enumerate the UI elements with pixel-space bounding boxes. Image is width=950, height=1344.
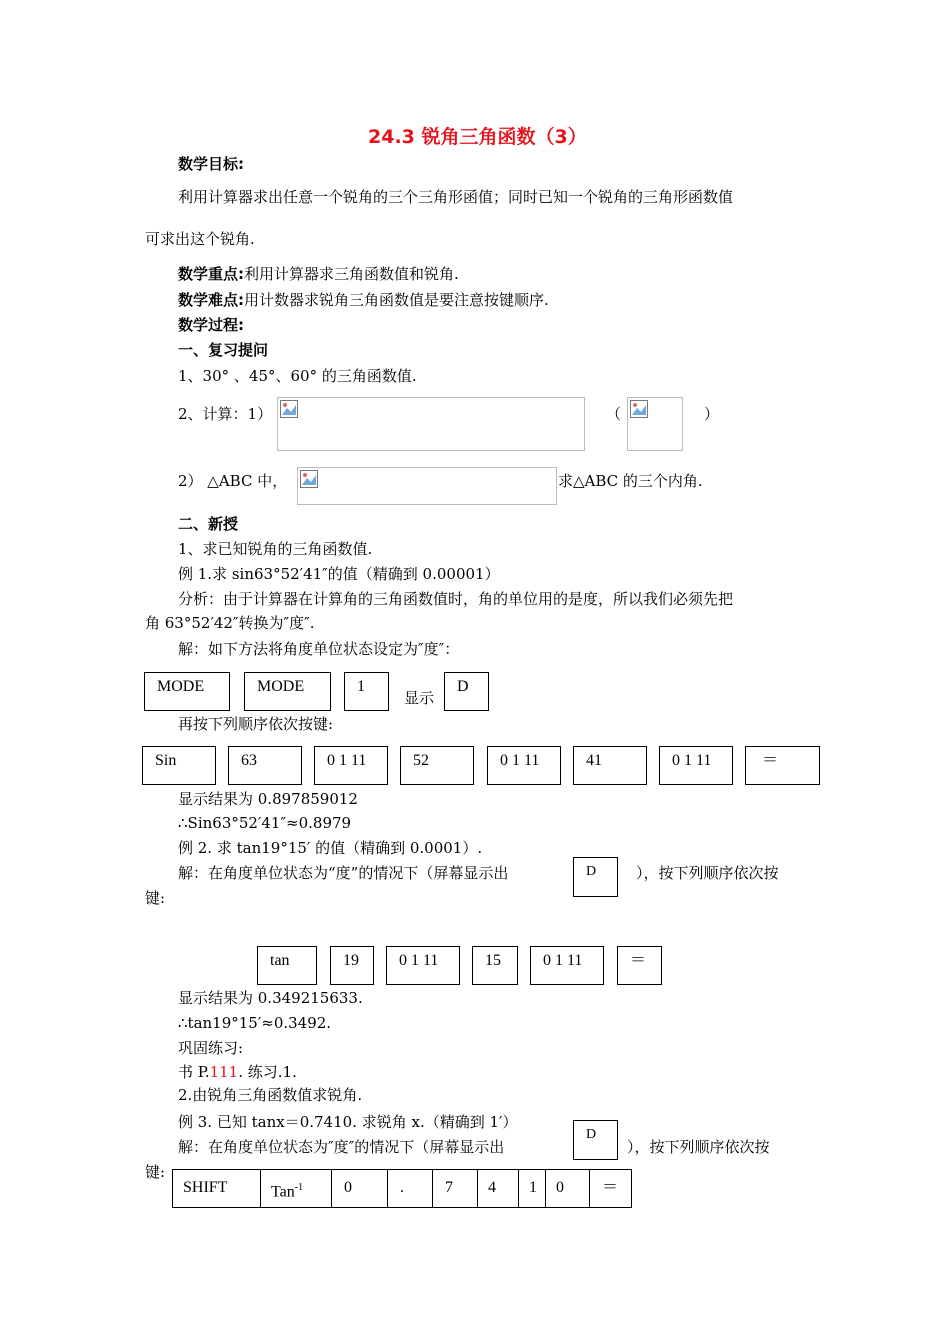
difficulty-text: 用计数器求锐角三角函数值是要注意按键顺序. bbox=[244, 291, 549, 309]
section1: 1、求已知锐角的三角函数值. bbox=[178, 540, 373, 558]
book-prefix: 书 P. bbox=[178, 1063, 210, 1081]
key-equals-1: ＝ bbox=[745, 746, 820, 785]
example3: 例 3. 已知 tanx＝0.7410. 求锐角 x.（精确到 1′） bbox=[178, 1113, 518, 1131]
formula-image-2 bbox=[627, 397, 683, 451]
key-tan-inverse-label: Tan bbox=[271, 1183, 295, 1201]
solution3-b: ），按下列顺序依次按 bbox=[627, 1138, 770, 1156]
review-heading: 一、复习提问 bbox=[178, 341, 269, 359]
therefore1: ∴Sin63°52′41″≈0.8979 bbox=[178, 814, 352, 832]
objective-label: 数学目标: bbox=[178, 155, 244, 173]
display-box-3: D bbox=[573, 1120, 618, 1160]
key-41: 41 bbox=[573, 746, 647, 785]
q2-paren-open: （ bbox=[606, 405, 622, 423]
analysis-line1: 分析：由于计算器在计算角的三角函数值时，角的单位用的是度，所以我们必须先把 bbox=[178, 590, 734, 608]
formula-image-1 bbox=[277, 397, 585, 451]
shift-key-row bbox=[172, 1169, 632, 1208]
solution3-c: 键: bbox=[145, 1163, 166, 1181]
key-tan-inverse bbox=[260, 1170, 331, 1208]
key-point bbox=[178, 264, 459, 284]
review-q1: 1、30° 、45°、60° 的三角函数值. bbox=[178, 367, 417, 385]
book-exercise bbox=[178, 1062, 297, 1082]
display-label: 显示 bbox=[404, 689, 435, 707]
solution2-c: 键: bbox=[145, 889, 166, 907]
example2: 例 2. 求 tan19°15′ 的值（精确到 0.0001）. bbox=[178, 839, 483, 857]
formula-image-3 bbox=[297, 467, 557, 505]
review-q2-prefix: 2、计算：1） bbox=[178, 405, 273, 423]
difficulty-label: 数学难点: bbox=[178, 291, 244, 309]
new-lesson-heading: 二、新授 bbox=[178, 515, 239, 533]
result2: 显示结果为 0.349215633. bbox=[178, 989, 363, 1007]
solution1: 解：如下方法将角度单位状态设定为″度″： bbox=[178, 640, 460, 658]
solution2-a: 解：在角度单位状态为“度”的情况下（屏幕显示出 bbox=[178, 864, 509, 882]
key-dms-4: 0 1 11 bbox=[386, 946, 460, 985]
key-0: 0 bbox=[331, 1170, 387, 1208]
page-title: 24.3 锐角三角函数（3） bbox=[368, 126, 587, 148]
analysis-line2: 角 63°52′42″转换为″度″. bbox=[145, 614, 315, 632]
objective-line1: 利用计算器求出任意一个锐角的三个三角形函值；同时已知一个锐角的三角形函数值 bbox=[178, 188, 734, 206]
display-box-1: D bbox=[444, 672, 489, 711]
key-point-text: 利用计算器求三角函数值和锐角. bbox=[244, 265, 459, 283]
broken-image-icon bbox=[630, 400, 648, 418]
key-0b: 0 bbox=[545, 1170, 589, 1208]
key-52: 52 bbox=[400, 746, 474, 785]
solution3-a: 解：在角度单位状态为″度″的情况下（屏幕显示出 bbox=[178, 1138, 505, 1156]
key-15: 15 bbox=[472, 946, 518, 985]
section2: 2.由锐角三角函数值求锐角. bbox=[178, 1086, 363, 1104]
key-shift: SHIFT bbox=[183, 1179, 228, 1196]
key-63: 63 bbox=[228, 746, 302, 785]
key-mode-2: MODE bbox=[244, 672, 331, 711]
display-box-2: D bbox=[573, 857, 618, 897]
example1: 例 1.求 sin63°52′41″的值（精确到 0.00001） bbox=[178, 565, 500, 583]
key-sin: Sin bbox=[142, 746, 216, 785]
key-point: . bbox=[387, 1170, 432, 1208]
key-1: 1 bbox=[344, 672, 389, 711]
key-equals-3: ＝ bbox=[589, 1170, 631, 1208]
therefore2: ∴tan19°15′≈0.3492. bbox=[178, 1014, 332, 1032]
difficulty bbox=[178, 290, 549, 310]
solution2-b: ），按下列顺序依次按 bbox=[636, 864, 779, 882]
key-4: 4 bbox=[477, 1170, 518, 1208]
key-dms-3: 0 1 11 bbox=[659, 746, 733, 785]
review-q3-prefix: 2） △ABC 中， bbox=[178, 472, 288, 490]
practice-label: 巩固练习: bbox=[178, 1039, 244, 1057]
key-dms-2: 0 1 11 bbox=[487, 746, 561, 785]
objective-line2: 可求出这个锐角. bbox=[145, 230, 255, 248]
then-press: 再按下列顺序依次按键: bbox=[178, 715, 334, 733]
broken-image-icon bbox=[300, 470, 318, 488]
broken-image-icon bbox=[280, 400, 298, 418]
key-tan: tan bbox=[257, 946, 317, 985]
review-q3-suffix: 求△ABC 的三个内角. bbox=[558, 472, 703, 490]
q2-paren-close: ） bbox=[704, 405, 720, 423]
key-tan-inverse-sup: -1 bbox=[294, 1182, 304, 1193]
key-19: 19 bbox=[330, 946, 374, 985]
key-point-label: 数学重点: bbox=[178, 265, 244, 283]
key-mode-1: MODE bbox=[144, 672, 230, 711]
key-7: 7 bbox=[432, 1170, 477, 1208]
book-page: 111 bbox=[209, 1063, 239, 1081]
key-dms-1: 0 1 11 bbox=[314, 746, 388, 785]
process-label: 数学过程: bbox=[178, 316, 244, 334]
key-dms-5: 0 1 11 bbox=[530, 946, 604, 985]
key-1b: 1 bbox=[518, 1170, 545, 1208]
key-equals-2: ＝ bbox=[617, 946, 662, 985]
book-suffix: . 练习.1. bbox=[238, 1063, 297, 1081]
result1: 显示结果为 0.897859012 bbox=[178, 790, 358, 808]
